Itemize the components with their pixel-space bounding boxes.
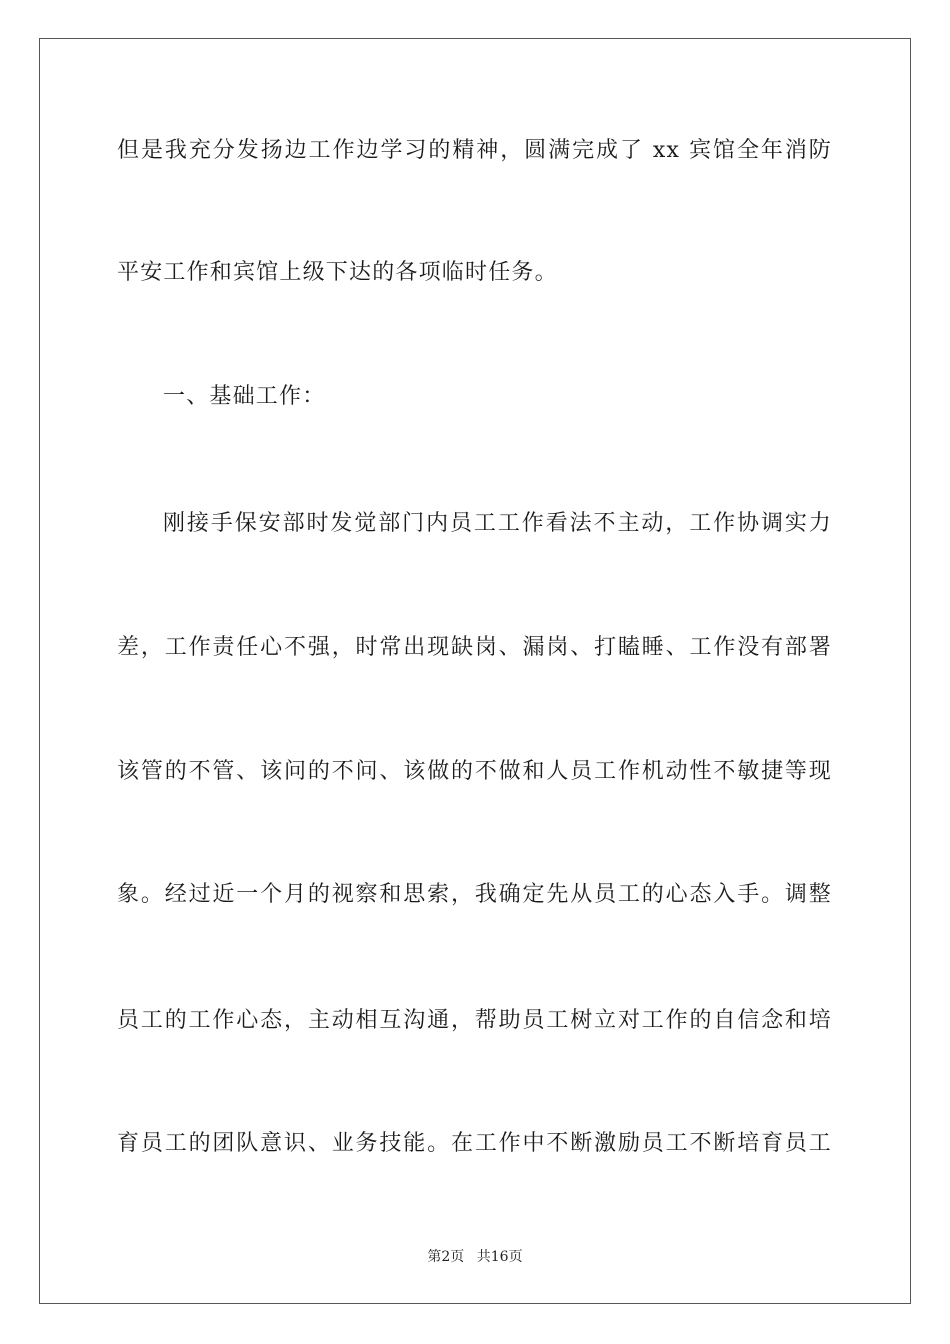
page-number: 第2页 <box>427 1249 465 1265</box>
body-text-line-7: 象。经过近一个月的视察和思索，我确定先从员工的心态入手。调整 <box>117 882 832 907</box>
page-border <box>39 38 911 1304</box>
body-text-line-1: 但是我充分发扬边工作边学习的精神，圆满完成了 xx 宾馆全年消防 <box>117 138 832 163</box>
body-text-line-9: 育员工的团队意识、业务技能。在工作中不断激励员工不断培育员工 <box>117 1131 832 1156</box>
body-text-line-4: 刚接手保安部时发觉部门内员工工作看法不主动，工作协调实力 <box>163 511 832 536</box>
body-text-line-8: 员工的工作心态，主动相互沟通，帮助员工树立对工作的自信念和培 <box>117 1008 832 1033</box>
body-text-line-6: 该管的不管、该问的不问、该做的不做和人员工作机动性不敏捷等现 <box>117 759 832 784</box>
page-footer <box>0 1247 950 1267</box>
body-text-line-5: 差，工作责任心不强，时常出现缺岗、漏岗、打瞌睡、工作没有部署 <box>117 635 832 660</box>
body-text-line-2: 平安工作和宾馆上级下达的各项临时任务。 <box>117 260 558 285</box>
page-total: 共16页 <box>476 1249 523 1265</box>
section-heading: 一、基础工作： <box>163 384 326 409</box>
